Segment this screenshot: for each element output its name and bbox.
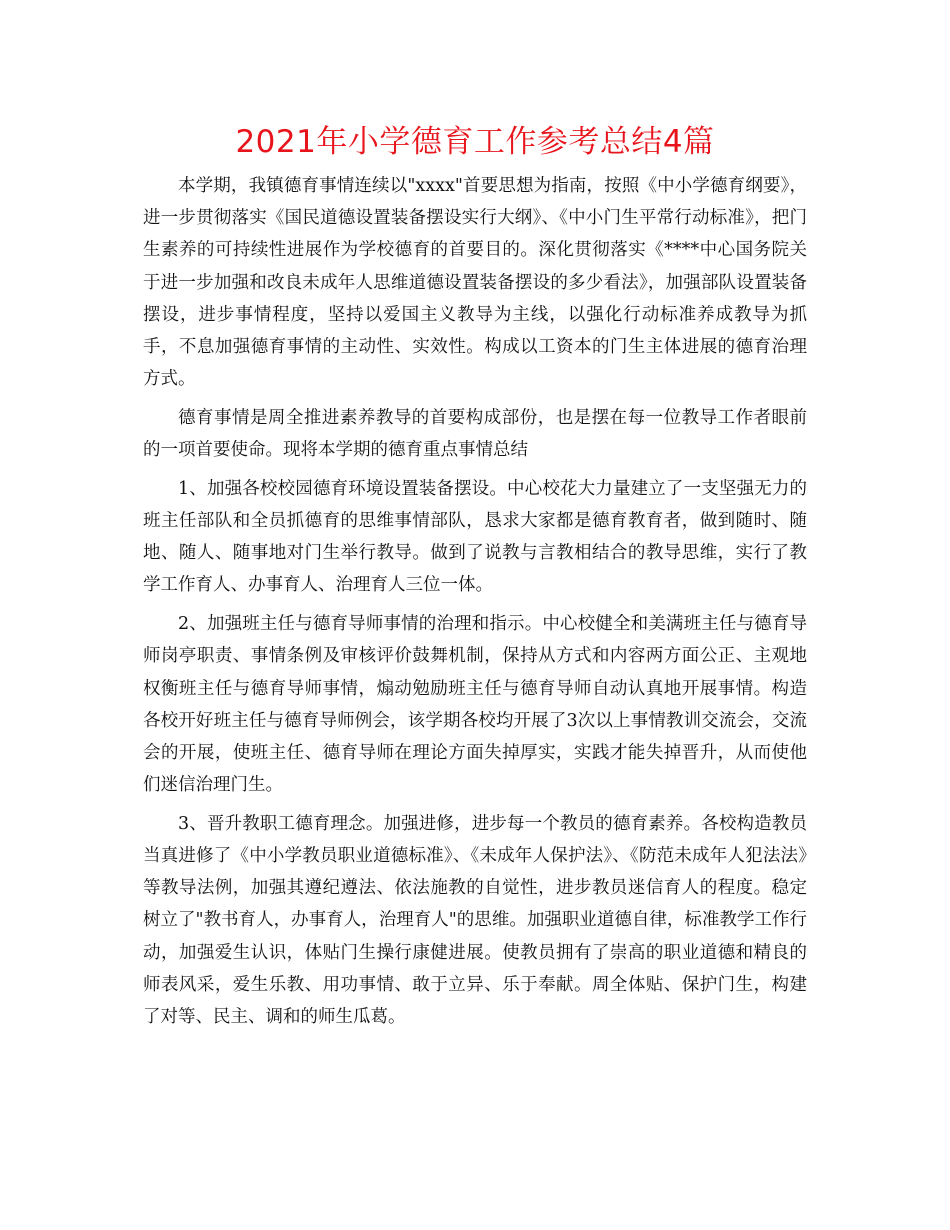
paragraph-intro: 本学期，我镇德育事情连续以"xxxx"首要思想为指南，按照《中小学德育纲要》，进一步贯彻落实《国民道德设置装备摆设实行大纲》、《中小门生平常行动标准》，把门生素养的可持续性进展作为学校德育的首要目的。深化贯彻落实《****中心国务院关于进一步加强和改良未成年人思维道德设置装备摆设的多少看法》，加强部队设置装备摆设，进步事情程度，坚持以爱国主义教导为主线，以强化行动标准养成教导为抓手，不息加强德育事情的主动性、实效性。构成以工资本的门生主体进展的德育治理方式。	[143, 176, 807, 390]
paragraph-item-3: 3、晋升教职工德育理念。加强进修，进步每一个教员的德育素养。各校构造教员当真进修了《中小学教员职业道德标准》、《未成年人保护法》、《防范未成年人犯法法》等教导法例，加强其遵纪遵法、依法施教的自觉性，进步教员迷信育人的程度。稳定树立了"教书育人，办事育人，治理育人"的思维。加强职业道德自律，标准教学工作行动，加强爱生认识，体贴门生操行康健进展。使教员拥有了崇高的职业道德和精良的师表风采，爱生乐教、用功事情、敢于立异、乐于奉献。周全体贴、保护门生，构建了对等、民主、调和的师生瓜葛。	[143, 813, 807, 1028]
document-body	[143, 170, 807, 1040]
paragraph-item-2: 2、加强班主任与德育导师事情的治理和指示。中心校健全和美满班主任与德育导师岗亭职责、事情条例及审核评价鼓舞机制，保持从方式和内容两方面公正、主观地权衡班主任与德育导师事情，煽动勉励班主任与德育导师自动认真地开展事情。构造各校开好班主任与德育导师例会，该学期各校均开展了3次以上事情教训交流会，交流会的开展，使班主任、德育导师在理论方面失掉厚实，实践才能失掉晋升，从而使他们迷信治理门生。	[143, 614, 807, 796]
paragraph-overview: 德育事情是周全推进素养教导的首要构成部份，也是摆在每一位教导工作者眼前的一项首要使命。现将本学期的德育重点事情总结	[143, 407, 807, 461]
paragraph-item-1: 1、加强各校校园德育环境设置装备摆设。中心校花大力量建立了一支坚强无力的班主任部队和全员抓德育的思维事情部队，恳求大家都是德育教育者，做到随时、随地、随人、随事地对门生举行教导。做到了说教与言教相结合的教导思维，实行了教学工作育人、办事育人、治理育人三位一体。	[143, 478, 807, 596]
document-title: 2021年小学德育工作参考总结4篇	[235, 124, 715, 160]
